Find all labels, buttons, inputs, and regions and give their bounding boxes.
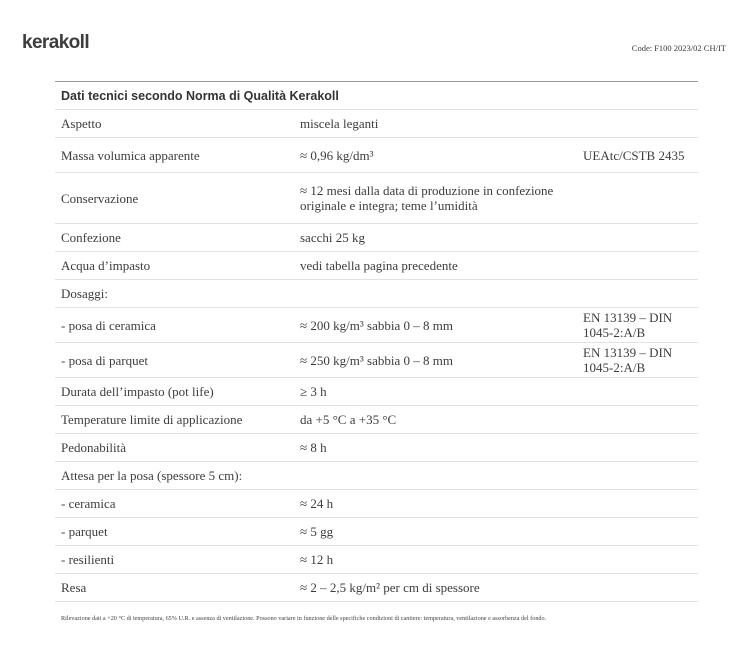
row-label: Conservazione — [61, 190, 139, 206]
row-value: ≈ 2 – 2,5 kg/m² per cm di spessore — [300, 580, 480, 595]
document-code: Code: F100 2023/02 CH/IT — [631, 43, 726, 53]
row-value: ≈ 24 h — [300, 496, 334, 511]
row-label: Pedonabilità — [61, 440, 126, 455]
table-row — [55, 490, 698, 518]
row-label: Confezione — [61, 230, 121, 245]
table-title: Dati tecnici secondo Norma di Qualità Kerakoll — [55, 82, 698, 110]
row-norm: UEAtc/CSTB 2435 — [583, 147, 685, 163]
row-label: - posa di parquet — [61, 352, 149, 368]
row-value: ≈ 5 gg — [300, 524, 334, 539]
table-row — [55, 462, 698, 490]
table-row — [55, 252, 698, 280]
technical-data-table — [55, 82, 698, 602]
table-row — [55, 406, 698, 434]
table-row — [55, 308, 698, 343]
table-row — [55, 574, 698, 602]
table-row — [55, 518, 698, 546]
row-norm: EN 13139 – DIN 1045-2:A/B — [583, 345, 673, 375]
table-row — [55, 546, 698, 574]
row-value: ≈ 200 kg/m³ sabbia 0 – 8 mm — [300, 317, 453, 333]
row-value: vedi tabella pagina precedente — [300, 258, 458, 273]
table-row — [55, 138, 698, 173]
table-row — [55, 378, 698, 406]
table-row — [55, 280, 698, 308]
row-label: - resilienti — [61, 552, 115, 567]
row-label: Temperature limite di applicazione — [61, 412, 243, 427]
row-label: - posa di ceramica — [61, 317, 156, 333]
row-value: ≈ 8 h — [300, 440, 327, 455]
table-row — [55, 343, 698, 378]
row-value: da +5 °C a +35 °C — [300, 412, 397, 427]
row-norm: EN 13139 – DIN 1045-2:A/B — [583, 310, 673, 340]
row-value: ≥ 3 h — [300, 384, 327, 399]
row-value: miscela leganti — [300, 116, 379, 131]
kerakoll-logo: kerakoll — [22, 32, 90, 53]
row-label: Durata dell’impasto (pot life) — [61, 384, 214, 399]
row-value: ≈ 250 kg/m³ sabbia 0 – 8 mm — [300, 352, 453, 368]
footnote: Rilevazione dati a +20 °C di temperatura, 65% U.R. e assenza di ventilazione. Possono variare in funzione delle specifiche condizioni di cantiere: temperatura, ventilazione e assorbenza del fondo. — [61, 615, 547, 622]
row-label: Resa — [61, 580, 87, 595]
table-row — [55, 434, 698, 462]
row-label: Attesa per la posa (spessore 5 cm): — [61, 468, 243, 483]
table-row — [55, 224, 698, 252]
row-value: sacchi 25 kg — [300, 230, 365, 245]
row-label: Massa volumica apparente — [61, 147, 200, 163]
row-label: Aspetto — [61, 116, 102, 131]
table-row — [55, 110, 698, 138]
row-label: - parquet — [61, 524, 108, 539]
row-label: - ceramica — [61, 496, 116, 511]
row-value: ≈ 0,96 kg/dm³ — [300, 147, 374, 163]
row-label: Acqua d’impasto — [61, 258, 151, 273]
row-value: ≈ 12 h — [300, 552, 334, 567]
row-value: ≈ 12 mesi dalla data di produzione in confezione originale e integra; teme l’umidità — [300, 183, 554, 213]
table-row — [55, 173, 698, 224]
row-label: Dosaggi: — [61, 286, 108, 301]
